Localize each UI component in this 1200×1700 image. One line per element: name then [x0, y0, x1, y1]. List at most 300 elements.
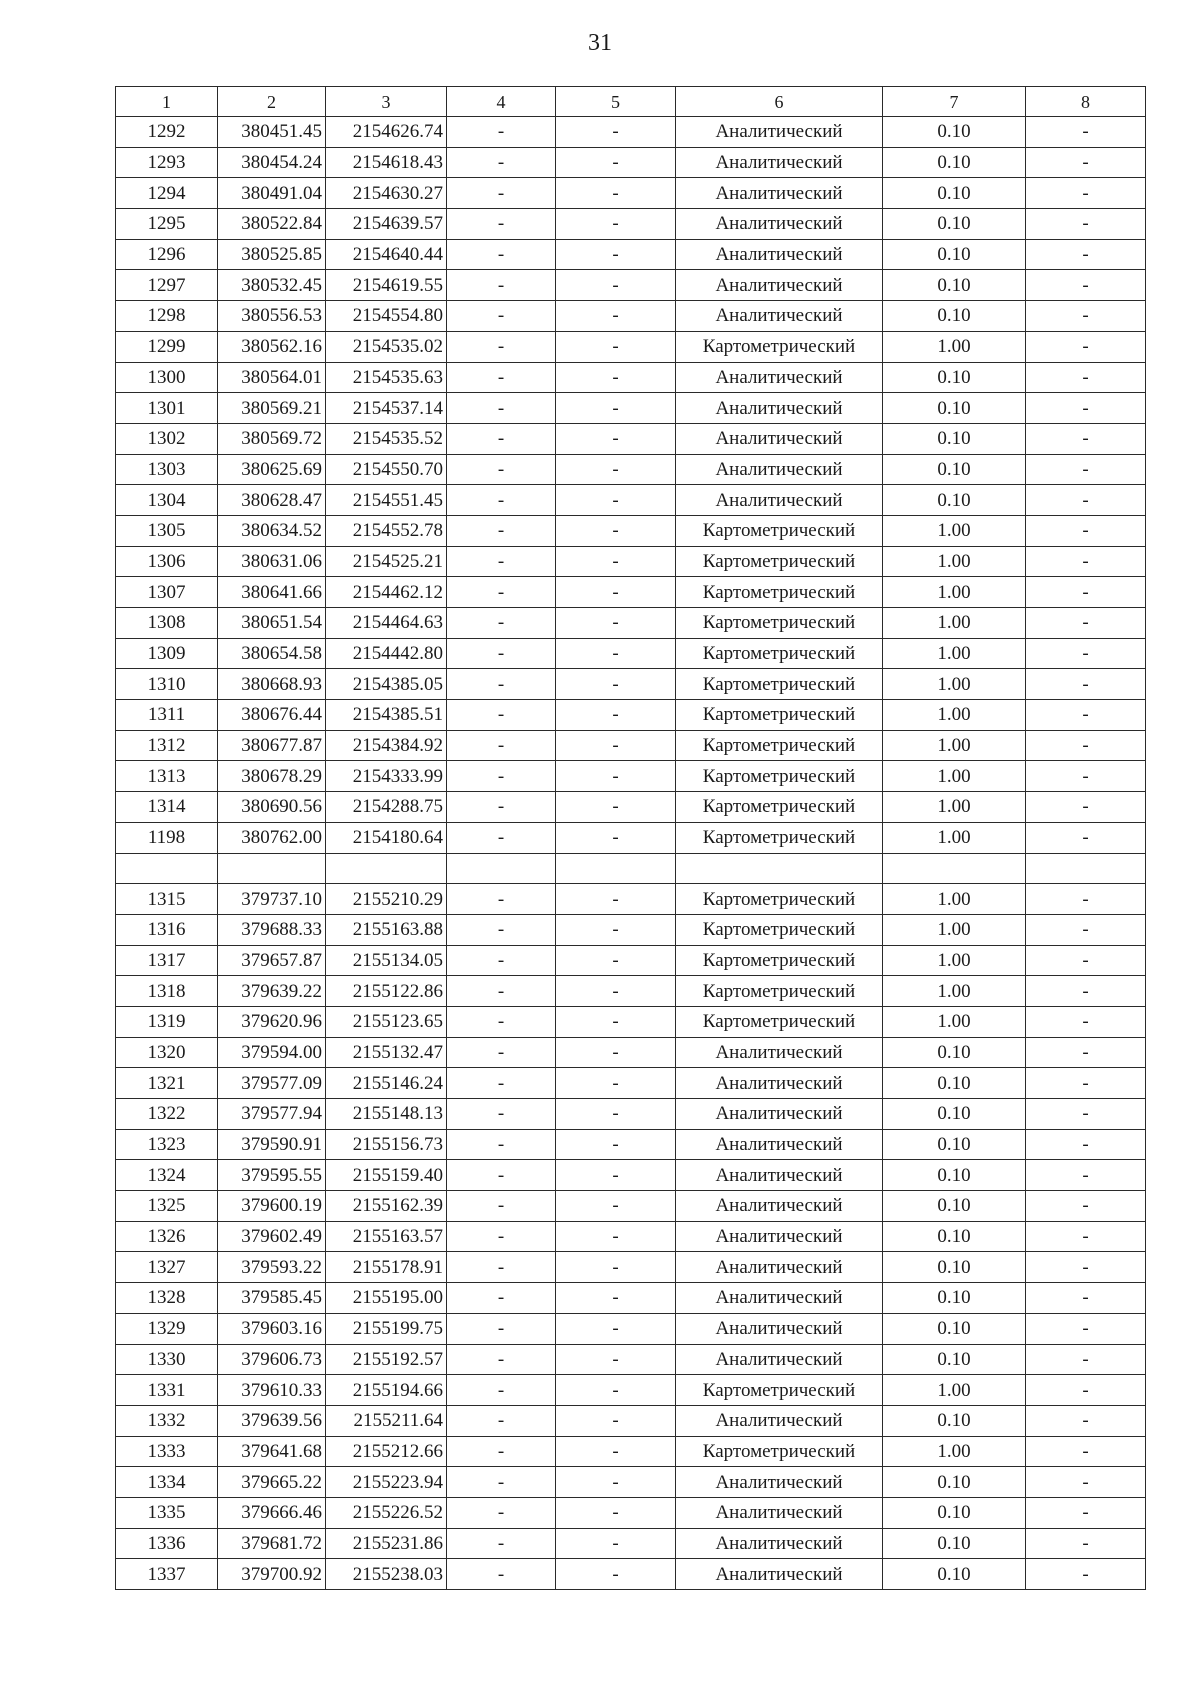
col8-cell: - [1026, 1221, 1146, 1252]
col4-cell: - [447, 1313, 556, 1344]
col8-cell: - [1026, 301, 1146, 332]
col5-cell: - [556, 117, 676, 148]
table-row [116, 1405, 1146, 1436]
point-number-cell: 1328 [116, 1283, 218, 1314]
col4-cell: - [447, 792, 556, 823]
accuracy-cell: 1.00 [883, 638, 1026, 669]
col5-cell: - [556, 914, 676, 945]
table-row [116, 822, 1146, 853]
col8-cell: - [1026, 270, 1146, 301]
table-row [116, 1191, 1146, 1222]
col8-cell: - [1026, 761, 1146, 792]
table-row [116, 792, 1146, 823]
col4-cell: - [447, 638, 556, 669]
point-number-cell: 1292 [116, 117, 218, 148]
point-number-cell: 1317 [116, 945, 218, 976]
x-coordinate-cell: 380569.21 [218, 393, 326, 424]
x-coordinate-cell: 380451.45 [218, 117, 326, 148]
y-coordinate-cell: 2155163.88 [326, 914, 447, 945]
col8-cell: - [1026, 546, 1146, 577]
col5-cell: - [556, 792, 676, 823]
y-coordinate-cell: 2155134.05 [326, 945, 447, 976]
point-number-cell: 1326 [116, 1221, 218, 1252]
col8-cell: - [1026, 117, 1146, 148]
accuracy-cell: 1.00 [883, 546, 1026, 577]
point-number-cell: 1312 [116, 730, 218, 761]
method-cell: Аналитический [676, 270, 883, 301]
point-number-cell: 1314 [116, 792, 218, 823]
accuracy-cell: 0.10 [883, 485, 1026, 516]
method-cell: Картометрический [676, 914, 883, 945]
accuracy-cell: 0.10 [883, 1160, 1026, 1191]
table-row [116, 485, 1146, 516]
col4-cell: - [447, 239, 556, 270]
col4-cell: - [447, 270, 556, 301]
accuracy-cell: 0.10 [883, 362, 1026, 393]
accuracy-cell: 0.10 [883, 1068, 1026, 1099]
method-cell: Картометрический [676, 700, 883, 731]
col4-cell: - [447, 1436, 556, 1467]
method-cell: Аналитический [676, 147, 883, 178]
col5-cell: - [556, 178, 676, 209]
x-coordinate-cell: 379585.45 [218, 1283, 326, 1314]
table-row [116, 608, 1146, 639]
x-coordinate-cell: 379606.73 [218, 1344, 326, 1375]
table-blank-row [116, 853, 1146, 884]
accuracy-cell: 0.10 [883, 393, 1026, 424]
table-row [116, 1375, 1146, 1406]
col4-cell: - [447, 393, 556, 424]
accuracy-cell: 1.00 [883, 1436, 1026, 1467]
point-number-cell: 1307 [116, 577, 218, 608]
accuracy-cell: 0.10 [883, 301, 1026, 332]
column-header: 8 [1026, 87, 1146, 117]
x-coordinate-cell: 380491.04 [218, 178, 326, 209]
point-number-cell: 1294 [116, 178, 218, 209]
point-number-cell: 1295 [116, 209, 218, 240]
col5-cell: - [556, 147, 676, 178]
col5-cell: - [556, 1068, 676, 1099]
x-coordinate-cell: 379595.55 [218, 1160, 326, 1191]
table-header-row [116, 87, 1146, 117]
y-coordinate-cell: 2154464.63 [326, 608, 447, 639]
col8-cell: - [1026, 1006, 1146, 1037]
col5-cell: - [556, 546, 676, 577]
col5-cell: - [556, 730, 676, 761]
accuracy-cell: 0.10 [883, 1405, 1026, 1436]
col4-cell: - [447, 945, 556, 976]
x-coordinate-cell: 379681.72 [218, 1528, 326, 1559]
method-cell: Аналитический [676, 454, 883, 485]
col5-cell: - [556, 393, 676, 424]
accuracy-cell: 0.10 [883, 1344, 1026, 1375]
x-coordinate-cell: 380628.47 [218, 485, 326, 516]
col5-cell: - [556, 1528, 676, 1559]
point-number-cell: 1298 [116, 301, 218, 332]
y-coordinate-cell: 2154385.51 [326, 700, 447, 731]
col4-cell: - [447, 1160, 556, 1191]
accuracy-cell: 1.00 [883, 1006, 1026, 1037]
method-cell: Аналитический [676, 1221, 883, 1252]
method-cell: Аналитический [676, 1129, 883, 1160]
col8-cell: - [1026, 239, 1146, 270]
column-header: 4 [447, 87, 556, 117]
col8-cell: - [1026, 362, 1146, 393]
col5-cell: - [556, 1405, 676, 1436]
method-cell: Картометрический [676, 1375, 883, 1406]
x-coordinate-cell: 380525.85 [218, 239, 326, 270]
col5-cell: - [556, 1006, 676, 1037]
col8-cell: - [1026, 976, 1146, 1007]
accuracy-cell: 0.10 [883, 178, 1026, 209]
x-coordinate-cell: 380634.52 [218, 515, 326, 546]
col5-cell: - [556, 1221, 676, 1252]
col4-cell: - [447, 1467, 556, 1498]
col5-cell: - [556, 485, 676, 516]
y-coordinate-cell [326, 853, 447, 884]
point-number-cell: 1301 [116, 393, 218, 424]
col8-cell: - [1026, 945, 1146, 976]
table-row [116, 730, 1146, 761]
x-coordinate-cell: 379577.09 [218, 1068, 326, 1099]
x-coordinate-cell: 379594.00 [218, 1037, 326, 1068]
col8-cell: - [1026, 1099, 1146, 1130]
col4-cell: - [447, 608, 556, 639]
accuracy-cell: 1.00 [883, 700, 1026, 731]
col5-cell: - [556, 1129, 676, 1160]
col8-cell: - [1026, 700, 1146, 731]
accuracy-cell: 0.10 [883, 1129, 1026, 1160]
y-coordinate-cell: 2154333.99 [326, 761, 447, 792]
col5-cell: - [556, 362, 676, 393]
col4-cell: - [447, 730, 556, 761]
method-cell: Картометрический [676, 730, 883, 761]
col4-cell: - [447, 577, 556, 608]
col8-cell: - [1026, 608, 1146, 639]
method-cell: Картометрический [676, 331, 883, 362]
method-cell: Аналитический [676, 1528, 883, 1559]
y-coordinate-cell: 2154385.05 [326, 669, 447, 700]
x-coordinate-cell: 379657.87 [218, 945, 326, 976]
point-number-cell: 1303 [116, 454, 218, 485]
accuracy-cell: 1.00 [883, 669, 1026, 700]
point-number-cell: 1335 [116, 1497, 218, 1528]
col4-cell: - [447, 1221, 556, 1252]
col4-cell: - [447, 1129, 556, 1160]
accuracy-cell: 0.10 [883, 209, 1026, 240]
point-number-cell: 1337 [116, 1559, 218, 1590]
table-row [116, 1313, 1146, 1344]
col8-cell: - [1026, 393, 1146, 424]
method-cell: Аналитический [676, 239, 883, 270]
x-coordinate-cell: 379600.19 [218, 1191, 326, 1222]
col8-cell: - [1026, 730, 1146, 761]
point-number-cell: 1304 [116, 485, 218, 516]
x-coordinate-cell: 379639.22 [218, 976, 326, 1007]
col8-cell: - [1026, 1160, 1146, 1191]
y-coordinate-cell: 2154537.14 [326, 393, 447, 424]
method-cell: Аналитический [676, 1313, 883, 1344]
col5-cell: - [556, 1160, 676, 1191]
x-coordinate-cell: 379639.56 [218, 1405, 326, 1436]
table-row [116, 423, 1146, 454]
col8-cell: - [1026, 884, 1146, 915]
y-coordinate-cell: 2155163.57 [326, 1221, 447, 1252]
col4-cell: - [447, 1006, 556, 1037]
x-coordinate-cell: 379603.16 [218, 1313, 326, 1344]
col8-cell: - [1026, 515, 1146, 546]
y-coordinate-cell: 2154551.45 [326, 485, 447, 516]
accuracy-cell: 0.10 [883, 1497, 1026, 1528]
method-cell: Картометрический [676, 669, 883, 700]
col5-cell: - [556, 1559, 676, 1590]
point-number-cell: 1320 [116, 1037, 218, 1068]
point-number-cell [116, 853, 218, 884]
point-number-cell: 1330 [116, 1344, 218, 1375]
method-cell: Аналитический [676, 1160, 883, 1191]
accuracy-cell: 0.10 [883, 1037, 1026, 1068]
point-number-cell: 1319 [116, 1006, 218, 1037]
method-cell: Аналитический [676, 1497, 883, 1528]
col8-cell: - [1026, 792, 1146, 823]
y-coordinate-cell: 2154535.02 [326, 331, 447, 362]
col4-cell: - [447, 1283, 556, 1314]
col5-cell: - [556, 270, 676, 301]
col8-cell: - [1026, 485, 1146, 516]
col8-cell: - [1026, 1528, 1146, 1559]
col8-cell: - [1026, 1252, 1146, 1283]
col4-cell: - [447, 331, 556, 362]
col5-cell: - [556, 1099, 676, 1130]
y-coordinate-cell: 2155123.65 [326, 1006, 447, 1037]
method-cell: Аналитический [676, 301, 883, 332]
x-coordinate-cell: 380562.16 [218, 331, 326, 362]
x-coordinate-cell: 379602.49 [218, 1221, 326, 1252]
col5-cell: - [556, 301, 676, 332]
method-cell: Картометрический [676, 761, 883, 792]
y-coordinate-cell: 2155194.66 [326, 1375, 447, 1406]
col5-cell: - [556, 1436, 676, 1467]
x-coordinate-cell: 380668.93 [218, 669, 326, 700]
col4-cell: - [447, 700, 556, 731]
table-row [116, 362, 1146, 393]
x-coordinate-cell: 380641.66 [218, 577, 326, 608]
point-number-cell: 1309 [116, 638, 218, 669]
x-coordinate-cell: 380677.87 [218, 730, 326, 761]
table-row [116, 117, 1146, 148]
column-header: 1 [116, 87, 218, 117]
table-row [116, 1436, 1146, 1467]
point-number-cell: 1198 [116, 822, 218, 853]
point-number-cell: 1323 [116, 1129, 218, 1160]
point-number-cell: 1297 [116, 270, 218, 301]
y-coordinate-cell: 2155231.86 [326, 1528, 447, 1559]
col5-cell: - [556, 1313, 676, 1344]
point-number-cell: 1322 [116, 1099, 218, 1130]
accuracy-cell: 1.00 [883, 1375, 1026, 1406]
table-row [116, 393, 1146, 424]
y-coordinate-cell: 2155199.75 [326, 1313, 447, 1344]
y-coordinate-cell: 2154525.21 [326, 546, 447, 577]
method-cell: Аналитический [676, 1037, 883, 1068]
table-row [116, 1129, 1146, 1160]
method-cell: Аналитический [676, 209, 883, 240]
col5-cell: - [556, 1037, 676, 1068]
accuracy-cell: 1.00 [883, 515, 1026, 546]
method-cell: Картометрический [676, 976, 883, 1007]
col8-cell: - [1026, 1037, 1146, 1068]
point-number-cell: 1308 [116, 608, 218, 639]
method-cell: Аналитический [676, 423, 883, 454]
col4-cell: - [447, 362, 556, 393]
col4-cell: - [447, 423, 556, 454]
col8-cell: - [1026, 1191, 1146, 1222]
col4-cell: - [447, 147, 556, 178]
col4-cell: - [447, 1099, 556, 1130]
method-cell: Аналитический [676, 117, 883, 148]
col4-cell: - [447, 515, 556, 546]
col4-cell: - [447, 1344, 556, 1375]
col5-cell: - [556, 423, 676, 454]
col8-cell: - [1026, 147, 1146, 178]
y-coordinate-cell: 2154639.57 [326, 209, 447, 240]
col4-cell: - [447, 546, 556, 577]
accuracy-cell: 0.10 [883, 239, 1026, 270]
x-coordinate-cell: 380762.00 [218, 822, 326, 853]
y-coordinate-cell: 2154535.63 [326, 362, 447, 393]
col4-cell: - [447, 1191, 556, 1222]
method-cell: Картометрический [676, 515, 883, 546]
y-coordinate-cell: 2154618.43 [326, 147, 447, 178]
col8-cell: - [1026, 914, 1146, 945]
col5-cell: - [556, 976, 676, 1007]
accuracy-cell: 0.10 [883, 147, 1026, 178]
table-row [116, 546, 1146, 577]
col8-cell: - [1026, 669, 1146, 700]
col4-cell: - [447, 1528, 556, 1559]
table-row [116, 515, 1146, 546]
x-coordinate-cell: 379577.94 [218, 1099, 326, 1130]
col8-cell: - [1026, 577, 1146, 608]
y-coordinate-cell: 2154554.80 [326, 301, 447, 332]
method-cell: Аналитический [676, 362, 883, 393]
col8-cell: - [1026, 1283, 1146, 1314]
col5-cell: - [556, 608, 676, 639]
accuracy-cell: 0.10 [883, 1283, 1026, 1314]
table-row [116, 1252, 1146, 1283]
point-number-cell: 1310 [116, 669, 218, 700]
col8-cell: - [1026, 209, 1146, 240]
x-coordinate-cell: 380690.56 [218, 792, 326, 823]
point-number-cell: 1300 [116, 362, 218, 393]
col5-cell: - [556, 638, 676, 669]
point-number-cell: 1318 [116, 976, 218, 1007]
col8-cell: - [1026, 1467, 1146, 1498]
y-coordinate-cell: 2154552.78 [326, 515, 447, 546]
point-number-cell: 1336 [116, 1528, 218, 1559]
col8-cell [1026, 853, 1146, 884]
y-coordinate-cell: 2155195.00 [326, 1283, 447, 1314]
col5-cell [556, 853, 676, 884]
col8-cell: - [1026, 1129, 1146, 1160]
y-coordinate-cell: 2155178.91 [326, 1252, 447, 1283]
table-row [116, 454, 1146, 485]
x-coordinate-cell [218, 853, 326, 884]
col8-cell: - [1026, 423, 1146, 454]
coordinates-table [115, 86, 1146, 1590]
point-number-cell: 1327 [116, 1252, 218, 1283]
table-row [116, 638, 1146, 669]
page-number: 31 [588, 30, 612, 56]
accuracy-cell: 0.10 [883, 270, 1026, 301]
method-cell: Картометрический [676, 945, 883, 976]
col4-cell: - [447, 976, 556, 1007]
y-coordinate-cell: 2154630.27 [326, 178, 447, 209]
x-coordinate-cell: 379620.96 [218, 1006, 326, 1037]
method-cell: Картометрический [676, 638, 883, 669]
col5-cell: - [556, 700, 676, 731]
table-row [116, 270, 1146, 301]
table-row [116, 976, 1146, 1007]
col4-cell: - [447, 822, 556, 853]
y-coordinate-cell: 2155122.86 [326, 976, 447, 1007]
col4-cell: - [447, 1497, 556, 1528]
col8-cell: - [1026, 822, 1146, 853]
x-coordinate-cell: 380654.58 [218, 638, 326, 669]
x-coordinate-cell: 379610.33 [218, 1375, 326, 1406]
accuracy-cell: 1.00 [883, 761, 1026, 792]
table-row [116, 178, 1146, 209]
col5-cell: - [556, 1375, 676, 1406]
accuracy-cell: 1.00 [883, 822, 1026, 853]
accuracy-cell: 0.10 [883, 117, 1026, 148]
x-coordinate-cell: 379688.33 [218, 914, 326, 945]
col4-cell: - [447, 209, 556, 240]
table-row [116, 1221, 1146, 1252]
table-body [116, 117, 1146, 1590]
col5-cell: - [556, 1283, 676, 1314]
x-coordinate-cell: 379590.91 [218, 1129, 326, 1160]
y-coordinate-cell: 2155226.52 [326, 1497, 447, 1528]
x-coordinate-cell: 379700.92 [218, 1559, 326, 1590]
method-cell: Аналитический [676, 1252, 883, 1283]
table-row [116, 1099, 1146, 1130]
accuracy-cell: 1.00 [883, 608, 1026, 639]
accuracy-cell: 0.10 [883, 1099, 1026, 1130]
point-number-cell: 1296 [116, 239, 218, 270]
x-coordinate-cell: 380569.72 [218, 423, 326, 454]
point-number-cell: 1332 [116, 1405, 218, 1436]
table-row [116, 1006, 1146, 1037]
table-row [116, 1497, 1146, 1528]
col4-cell: - [447, 1068, 556, 1099]
column-header: 3 [326, 87, 447, 117]
col5-cell: - [556, 1344, 676, 1375]
accuracy-cell: 1.00 [883, 884, 1026, 915]
accuracy-cell: 0.10 [883, 1191, 1026, 1222]
col4-cell [447, 853, 556, 884]
table-row [116, 147, 1146, 178]
col8-cell: - [1026, 1068, 1146, 1099]
x-coordinate-cell: 380676.44 [218, 700, 326, 731]
point-number-cell: 1313 [116, 761, 218, 792]
method-cell: Картометрический [676, 608, 883, 639]
column-header: 2 [218, 87, 326, 117]
method-cell: Аналитический [676, 1559, 883, 1590]
col5-cell: - [556, 577, 676, 608]
y-coordinate-cell: 2155223.94 [326, 1467, 447, 1498]
y-coordinate-cell: 2154288.75 [326, 792, 447, 823]
